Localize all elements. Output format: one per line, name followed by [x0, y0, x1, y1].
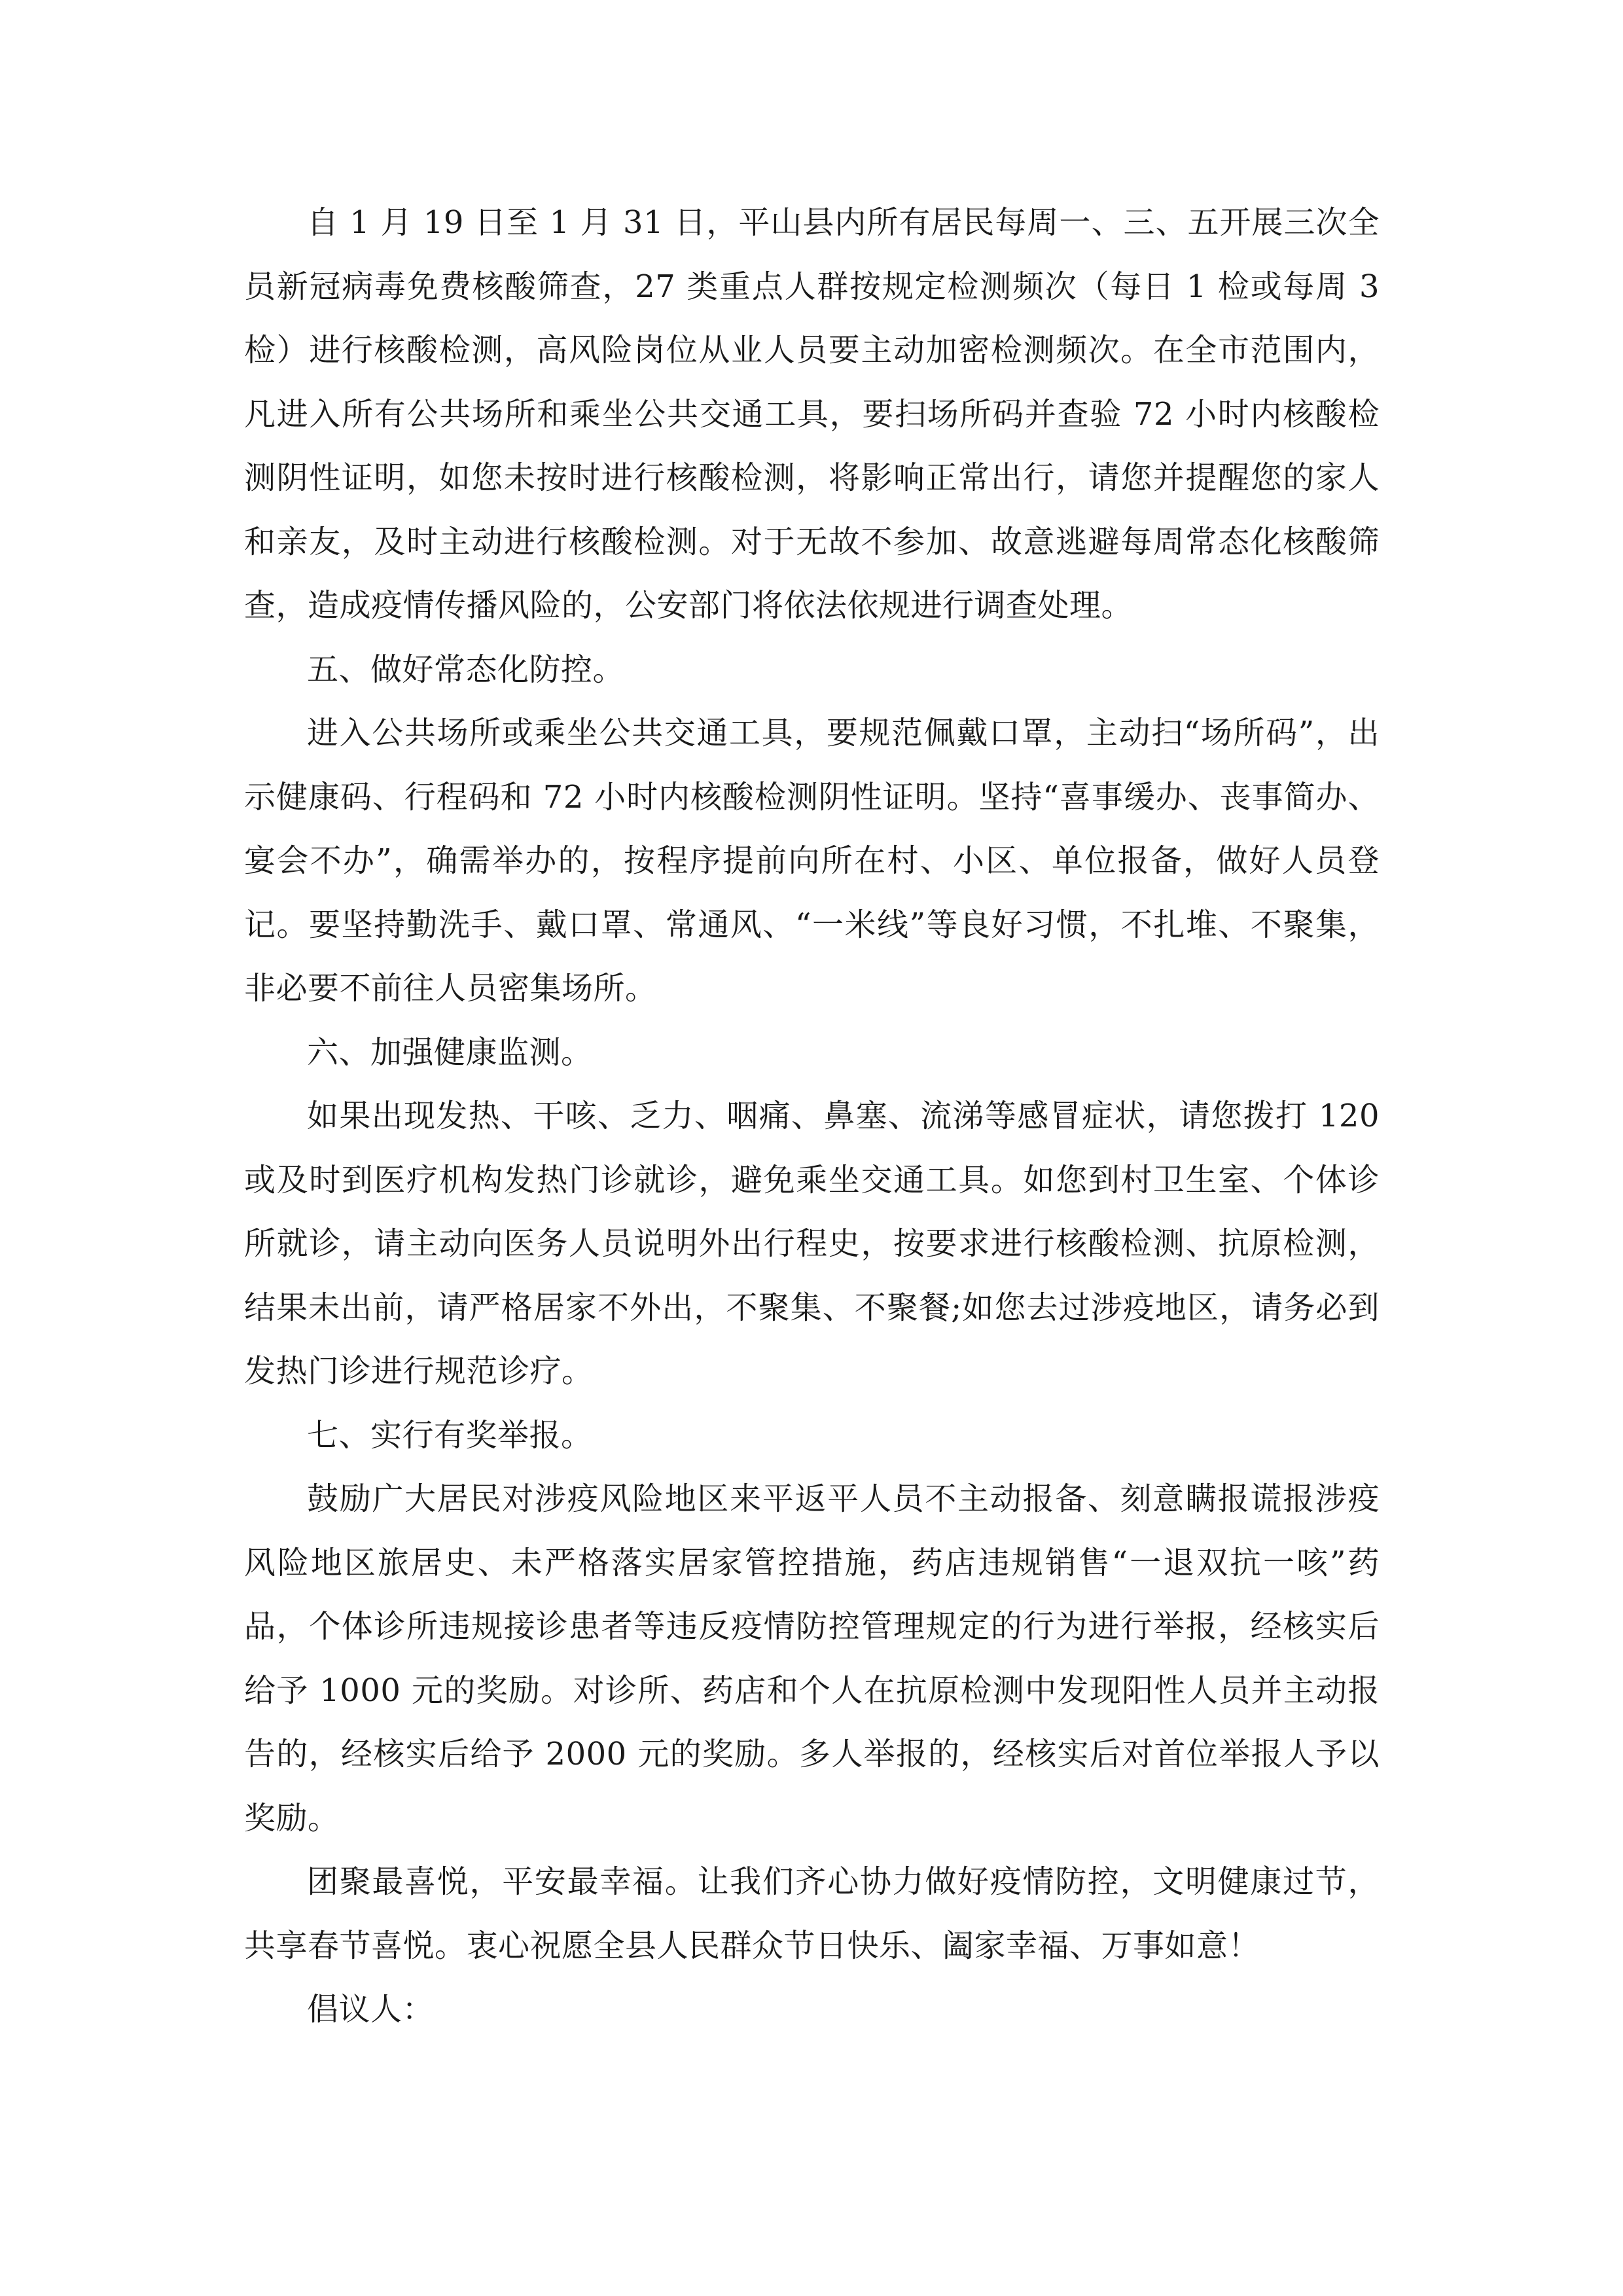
heading-routine-prevention: 五、做好常态化防控。: [307, 651, 625, 688]
signature-label: 倡议人：: [307, 1991, 435, 2028]
paragraph-closing-wishes: 团聚最喜悦，平安最幸福。让我们齐心协力做好疫情防控，文明健康过节，共享春节喜悦。衷心祝愿全县人民群众节日快乐、阖家幸福、万事如意！: [244, 1863, 1380, 1964]
paragraph-testing-policy: 自 1 月 19 日至 1 月 31 日，平山县内所有居民每周一、三、五开展三次全员新冠病毒免费核酸筛查，27 类重点人群按规定检测频次（每日 1 检或每周 3 检）进行核酸检测，高风险岗位从业人员要主动加密检测频次。在全市范围内，凡进入所有公共场所和乘坐公共交通工具，要扫场所码并查验 72 小时内核酸检测阴性证明，如您未按时进行核酸检测，将影响正常出行，请您并提醒您的家人和亲友，及时主动进行核酸检测。对于无故不参加、故意逃避每周常态化核酸筛查，造成疫情传播风险的，公安部门将依法依规进行调查处理。: [244, 204, 1380, 624]
paragraph-health-monitoring: 如果出现发热、干咳、乏力、咽痛、鼻塞、流涕等感冒症状，请您拨打 120 或及时到医疗机构发热门诊就诊，避免乘坐交通工具。如您到村卫生室、个体诊所就诊，请主动向医务人员说明外出行程史，按要求进行核酸检测、抗原检测，结果未出前，请严格居家不外出，不聚集、不聚餐;如您去过涉疫地区，请务必到发热门诊进行规范诊疗。: [244, 1098, 1380, 1390]
heading-reward-reporting: 七、实行有奖举报。: [307, 1416, 593, 1454]
heading-health-monitoring: 六、加强健康监测。: [307, 1033, 593, 1071]
document-body: [244, 191, 1380, 2042]
paragraph-reward-reporting: 鼓励广大居民对涉疫风险地区来平返平人员不主动报备、刻意瞒报谎报涉疫风险地区旅居史、未严格落实居家管控措施，药店违规销售“一退双抗一咳”药品，个体诊所违规接诊患者等违反疫情防控管理规定的行为进行举报，经核实后给予 1000 元的奖励。对诊所、药店和个人在抗原检测中发现阳性人员并主动报告的，经核实后给予 2000 元的奖励。多人举报的，经核实后对首位举报人予以奖励。: [244, 1480, 1380, 1837]
paragraph-routine-prevention: 进入公共场所或乘坐公共交通工具，要规范佩戴口罩，主动扫“场所码”，出示健康码、行程码和 72 小时内核酸检测阴性证明。坚持“喜事缓办、丧事简办、宴会不办”，确需举办的，按程序提前向所在村、小区、单位报备，做好人员登记。要坚持勤洗手、戴口罩、常通风、“一米线”等良好习惯，不扎堆、不聚集，非必要不前往人员密集场所。: [244, 715, 1380, 1007]
